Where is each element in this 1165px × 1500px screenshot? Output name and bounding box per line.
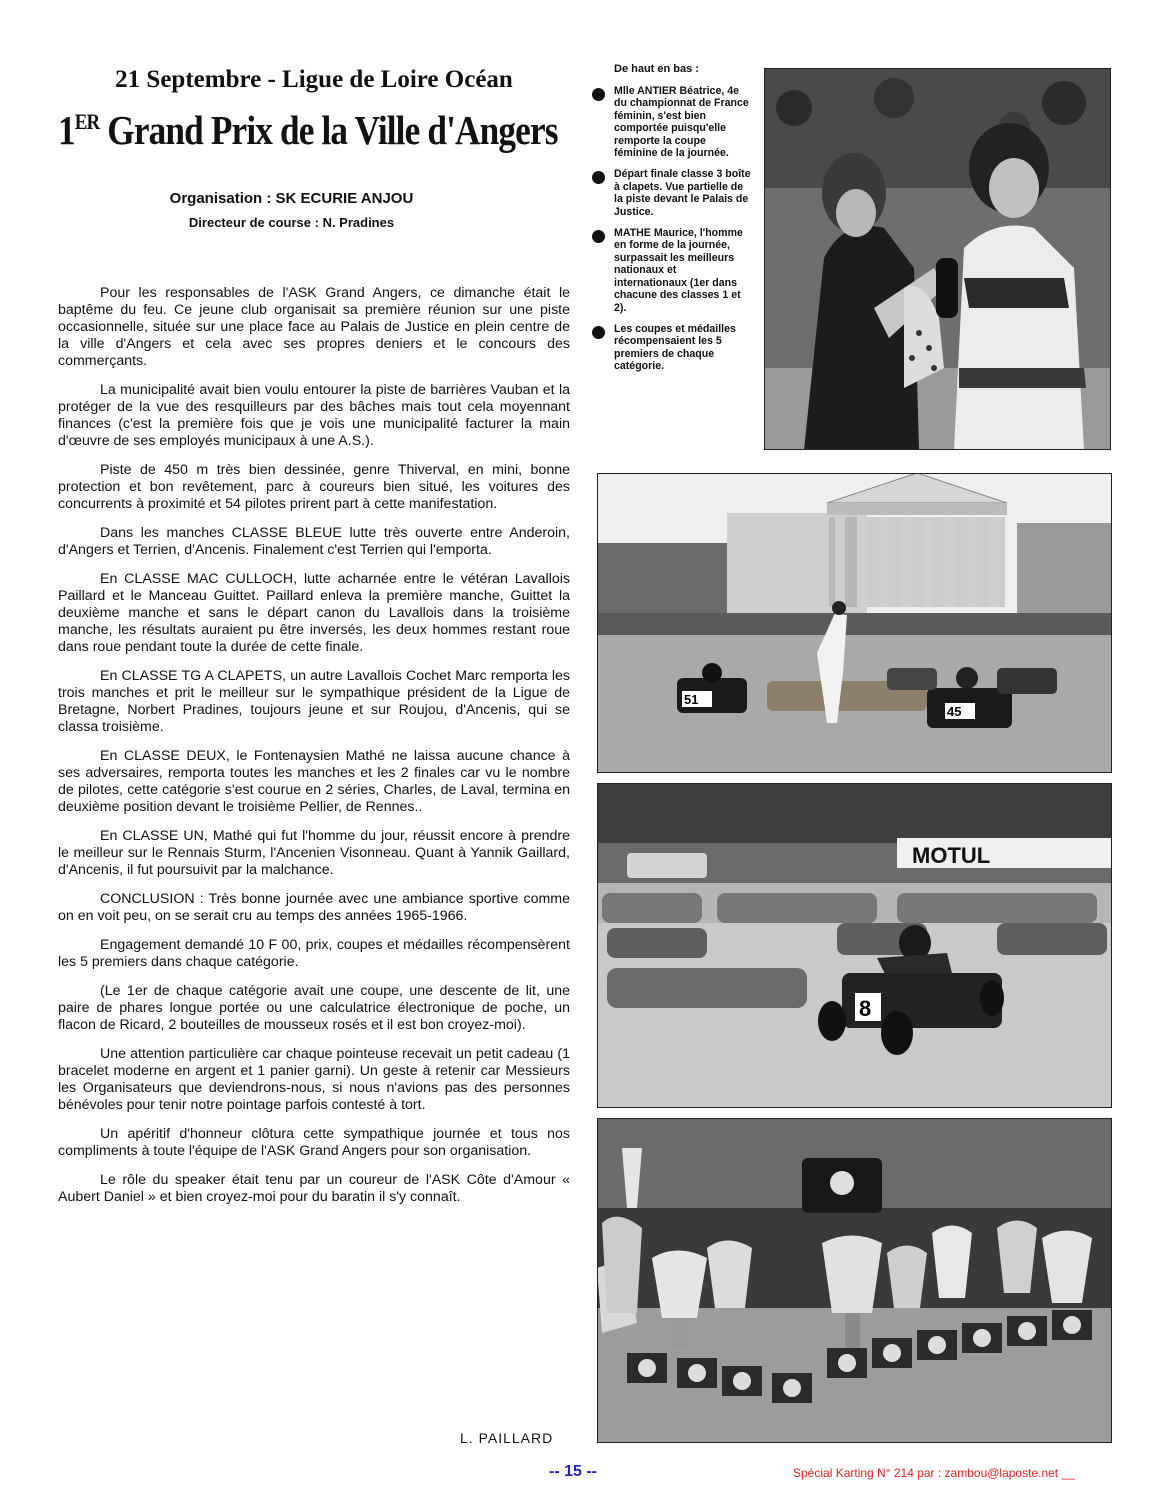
title-rest: Grand Prix de la Ville d'Angers bbox=[99, 107, 558, 153]
paragraph: Dans les manches CLASSE BLEUE lutte très ouverte entre Anderoin, d'Angers et Terrien, d'Ancenis. Finalement c'est Terrien qui l'emporta. bbox=[58, 525, 570, 558]
photo-trophy-presentation bbox=[764, 68, 1111, 450]
photo-trophy-presentation-image bbox=[764, 68, 1111, 450]
paragraph: En CLASSE UN, Mathé qui fut l'homme du jour, réussit encore à prendre le meilleur sur le Rennais Sturm, l'Ancenien Visonneau. Quant à Yannik Gaillard, d'Ancenis, il fut poursuivit par la malchance. bbox=[58, 828, 570, 878]
bullet-icon bbox=[592, 171, 605, 184]
kart-number-51: 51 bbox=[684, 692, 699, 707]
photo-trophies-image bbox=[597, 1118, 1112, 1443]
photo-race-start bbox=[597, 473, 1112, 773]
paragraph: Piste de 450 m très bien dessinée, genre Thiverval, en mini, bonne protection et bon revêtement, parc à coureurs bien situé, les voitures des concurrents à proximité et 54 pilotes prirent part à cette manifestation. bbox=[58, 462, 570, 512]
paragraph: CONCLUSION : Très bonne journée avec une ambiance sportive comme on en voit peu, on se serait cru au temps des années 1965-1966. bbox=[58, 891, 570, 924]
photo-trophies bbox=[597, 1118, 1112, 1443]
paragraph: (Le 1er de chaque catégorie avait une coupe, une descente de lit, une paire de phares longue portée ou une calculatrice électronique de poche, un flacon de Ricard, 2 bouteilles de mousseux rosés et il est bon croyez-moi). bbox=[58, 983, 570, 1033]
caption-item bbox=[590, 323, 752, 373]
photo-kart-driver-image bbox=[597, 783, 1112, 1108]
photo-race-start-image bbox=[597, 473, 1112, 773]
caption-text: MATHE Maurice, l'homme en forme de la journée, surpassait les meilleurs nationaux et internationaux (1er dans chacune des classes 1 et 2). bbox=[614, 227, 743, 314]
paragraph: Une attention particulière car chaque pointeuse recevait un petit cadeau (1 bracelet moderne en argent et 1 panier garni). Un geste à retenir car Messieurs les Organisateurs que deviendrons-nous, si nous n'avions pas des personnes bénévoles pour tenir notre pointage parfois contesté à tort. bbox=[58, 1046, 570, 1113]
kart-number-45: 45 bbox=[947, 704, 962, 719]
director-line: Directeur de course : N. Pradines bbox=[188, 215, 395, 230]
bullet-icon bbox=[592, 326, 605, 339]
article-body bbox=[58, 285, 570, 1206]
paragraph: En CLASSE DEUX, le Fontenaysien Mathé ne laissa aucune chance à ses adversaires, remporta toutes les manches et les 2 finales car vu le nombre de pilotes, cette catégorie s'est courue en 2 séries, Charles, de Laval, termina en deuxième position devant le troisième Pellier, de Rennes.. bbox=[58, 748, 570, 815]
paragraph: Le rôle du speaker était tenu par un coureur de l'ASK Côte d'Amour « Aubert Daniel » et bien croyez-moi pour du baratin il s'y connaît. bbox=[58, 1172, 570, 1205]
article-title bbox=[58, 106, 558, 154]
caption-item bbox=[590, 85, 752, 159]
paragraph: La municipalité avait bien voulu entourer la piste de barrières Vauban et la protéger de la vue des resquilleurs par des bâches mais tout cela moyennant finances (c'est la première fois que je vois une municipalité facturer la main d'œuvre de ses employés municipaux à une A.S.). bbox=[58, 382, 570, 449]
paragraph: Pour les responsables de l'ASK Grand Angers, ce dimanche était le baptême du feu. Ce jeune club organisait sa première réunion sur une piste occasionnelle, située sur une place face au Palais de Justice en plein centre de la ville d'Angers et cela avec ses propres deniers et le concours des commerçants. bbox=[58, 285, 570, 369]
scan-credit: Spécial Karting N° 214 par : zambou@laposte.net __ bbox=[793, 1466, 1075, 1480]
author-signature: L. PAILLARD bbox=[460, 1430, 554, 1446]
captions-intro: De haut en bas : bbox=[614, 63, 699, 75]
motul-banner: MOTUL bbox=[912, 843, 991, 868]
bullet-icon bbox=[592, 88, 605, 101]
photo-kart-driver bbox=[597, 783, 1112, 1108]
date-line: 21 Septembre - Ligue de Loire Océan bbox=[115, 66, 513, 93]
paragraph: Engagement demandé 10 F 00, prix, coupes et médailles récompensèrent les 5 premiers dans chaque catégorie. bbox=[58, 937, 570, 970]
caption-text: Les coupes et médailles récompensaient les 5 premiers de chaque catégorie. bbox=[614, 322, 736, 373]
photo-captions bbox=[590, 63, 752, 382]
paragraph: En CLASSE MAC CULLOCH, lutte acharnée entre le vétéran Lavallois Paillard et le Manceau Guittet. Paillard enleva la première manche, Guittet la deuxième manche et sans le départ canon du Lavallois dans la troisième manche, les résultats auraient pu être inversés, les deux hommes restant roue dans roue pendant toute la durée de cette finale. bbox=[58, 571, 570, 655]
page-number: -- 15 -- bbox=[549, 1463, 597, 1480]
bullet-icon bbox=[592, 230, 605, 243]
article-column bbox=[58, 62, 570, 1218]
caption-text: Départ finale classe 3 boîte à clapets. Vue partielle de la piste devant le Palais de Justice. bbox=[614, 168, 751, 218]
caption-item bbox=[590, 168, 752, 218]
paragraph: En CLASSE TG A CLAPETS, un autre Lavallois Cochet Marc remporta les trois manches et prit le meilleur sur le sympathique président de la Ligue de Bretagne, Norbert Pradines, toujours jeune et sur Roujou, d'Ancenis, qui se classa troisième. bbox=[58, 668, 570, 735]
title-ordinal: 1 bbox=[58, 107, 75, 153]
caption-text: Mlle ANTIER Béatrice, 4e du championnat de France féminin, s'est bien comportée puisqu'elle remporte la coupe féminine de la journée. bbox=[614, 85, 749, 160]
paragraph: Un apéritif d'honneur clôtura cette sympathique journée et tous nos compliments à toute l'équipe de l'ASK Grand Angers pour son organisation. bbox=[58, 1126, 570, 1159]
title-sup: ER bbox=[74, 109, 100, 134]
kart-number-8: 8 bbox=[859, 996, 872, 1021]
caption-item bbox=[590, 227, 752, 314]
organisation-line: Organisation : SK ECURIE ANJOU bbox=[169, 190, 414, 207]
